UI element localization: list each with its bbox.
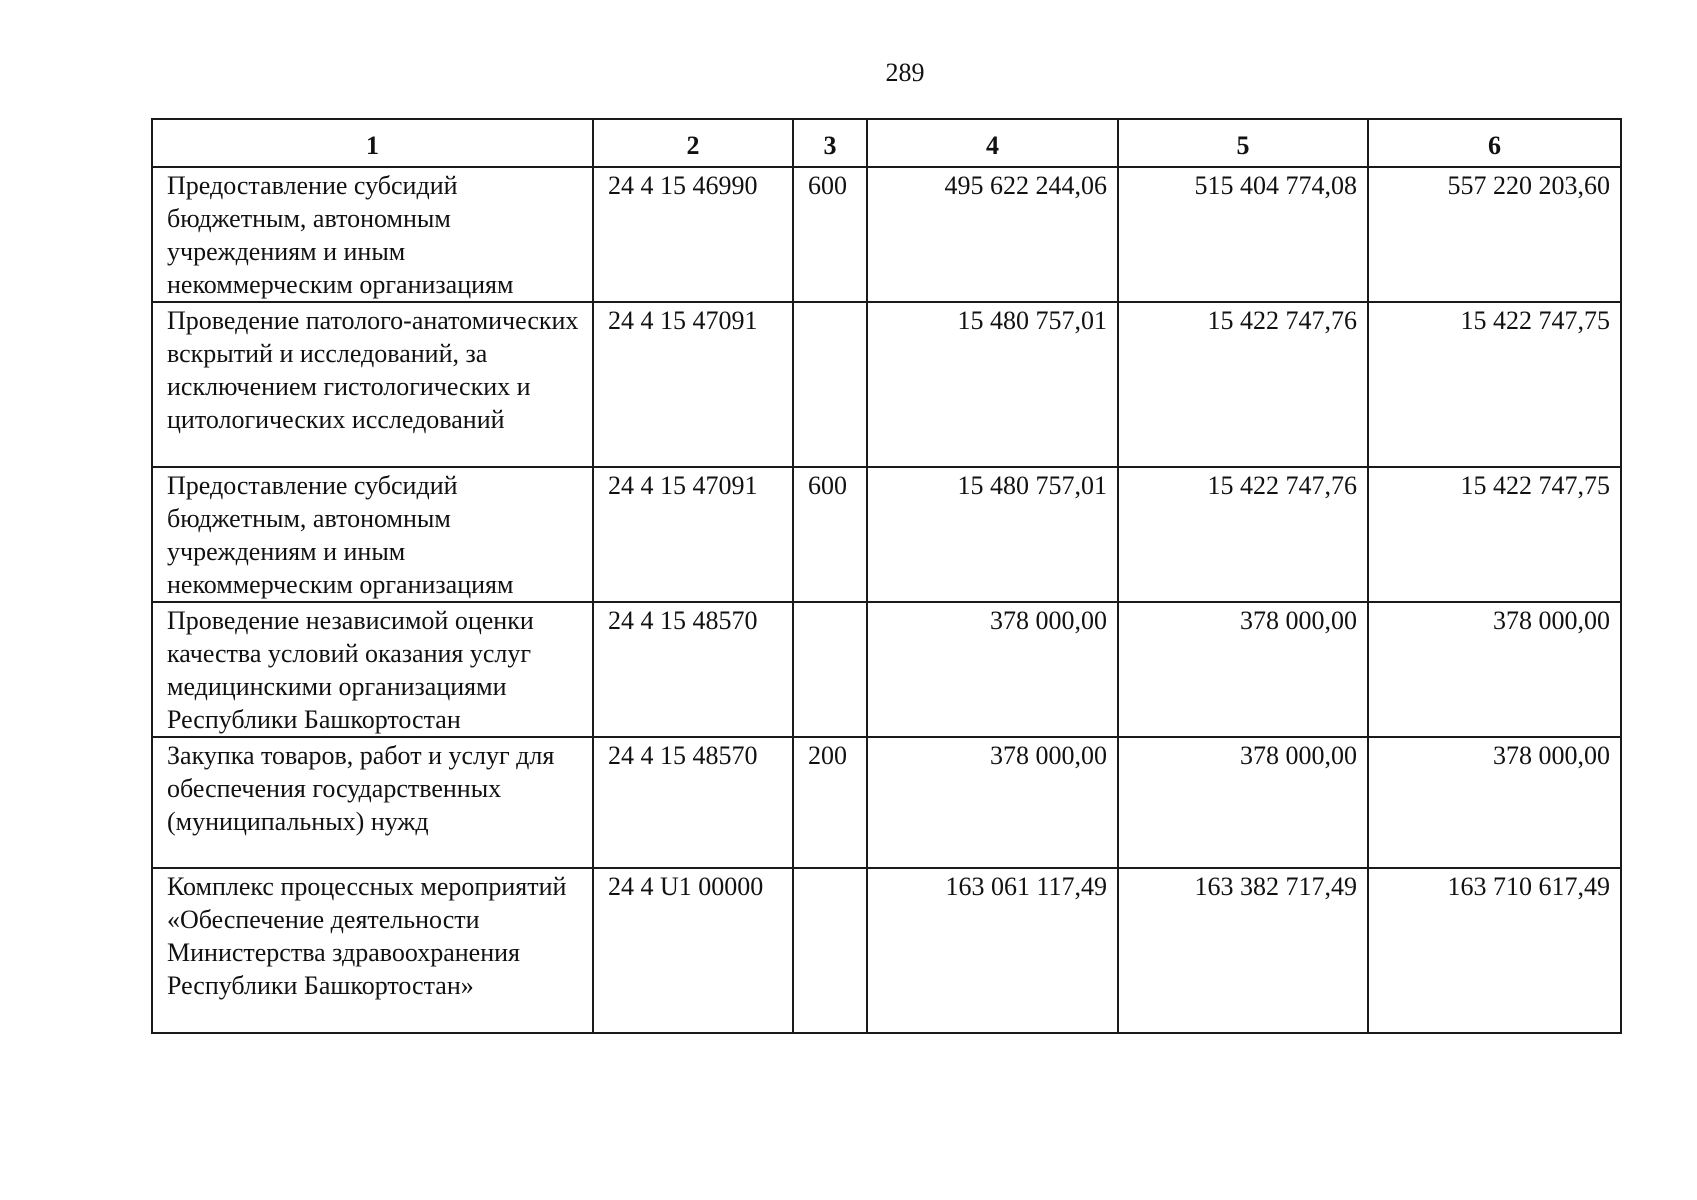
- row-expense-type: 600: [793, 167, 867, 302]
- row-expense-type: 200: [793, 737, 867, 868]
- row-amount-col4: 15 480 757,01: [867, 302, 1118, 467]
- row-code: 24 4 15 48570: [593, 602, 793, 737]
- row-amount-col4: 495 622 244,06: [867, 167, 1118, 302]
- row-amount-col4: 15 480 757,01: [867, 467, 1118, 602]
- column-header-2: 2: [593, 119, 793, 167]
- row-name: Проведение патолого-анатомических вскрытий и исследований, за исключением гистологических и цитологических исследований: [152, 302, 593, 467]
- row-name: Предоставление субсидий бюджетным, автономным учреждениям и иным некоммерческим организациям: [152, 467, 593, 602]
- table-row: [152, 602, 1621, 737]
- row-amount-col5: 378 000,00: [1118, 737, 1368, 868]
- row-amount-col4: 378 000,00: [867, 602, 1118, 737]
- row-amount-col5: 378 000,00: [1118, 602, 1368, 737]
- column-header-3: 3: [793, 119, 867, 167]
- row-amount-col4: 163 061 117,49: [867, 868, 1118, 1033]
- row-expense-type: 600: [793, 467, 867, 602]
- row-amount-col5: 515 404 774,08: [1118, 167, 1368, 302]
- page-number: 289: [885, 58, 925, 87]
- column-header-1: 1: [152, 119, 593, 167]
- row-code: 24 4 15 47091: [593, 302, 793, 467]
- row-code: 24 4 15 48570: [593, 737, 793, 868]
- table-row: [152, 737, 1621, 868]
- row-name: Комплекс процессных мероприятий «Обеспечение деятельности Министерства здравоохранения Республики Башкортостан»: [152, 868, 593, 1033]
- column-header-6: 6: [1368, 119, 1621, 167]
- budget-table: [151, 118, 1622, 1034]
- table-row: [152, 302, 1621, 467]
- column-header-5: 5: [1118, 119, 1368, 167]
- row-code: 24 4 U1 00000: [593, 868, 793, 1033]
- row-expense-type: [793, 302, 867, 467]
- header-row: [152, 119, 1621, 167]
- table-row: [152, 167, 1621, 302]
- row-amount-col6: 15 422 747,75: [1368, 467, 1621, 602]
- row-expense-type: [793, 868, 867, 1033]
- column-header-4: 4: [867, 119, 1118, 167]
- row-name: Закупка товаров, работ и услуг для обеспечения государственных (муниципальных) нужд: [152, 737, 593, 868]
- row-amount-col6: 557 220 203,60: [1368, 167, 1621, 302]
- row-amount-col6: 163 710 617,49: [1368, 868, 1621, 1033]
- row-name: Проведение независимой оценки качества условий оказания услуг медицинскими организациями Республики Башкортостан: [152, 602, 593, 737]
- row-name: Предоставление субсидий бюджетным, автономным учреждениям и иным некоммерческим организациям: [152, 167, 593, 302]
- row-code: 24 4 15 46990: [593, 167, 793, 302]
- row-amount-col6: 15 422 747,75: [1368, 302, 1621, 467]
- row-code: 24 4 15 47091: [593, 467, 793, 602]
- row-amount-col5: 15 422 747,76: [1118, 302, 1368, 467]
- row-amount-col6: 378 000,00: [1368, 602, 1621, 737]
- table-row: [152, 467, 1621, 602]
- row-amount-col4: 378 000,00: [867, 737, 1118, 868]
- table-row: [152, 868, 1621, 1033]
- row-amount-col6: 378 000,00: [1368, 737, 1621, 868]
- row-amount-col5: 163 382 717,49: [1118, 868, 1368, 1033]
- row-amount-col5: 15 422 747,76: [1118, 467, 1368, 602]
- row-expense-type: [793, 602, 867, 737]
